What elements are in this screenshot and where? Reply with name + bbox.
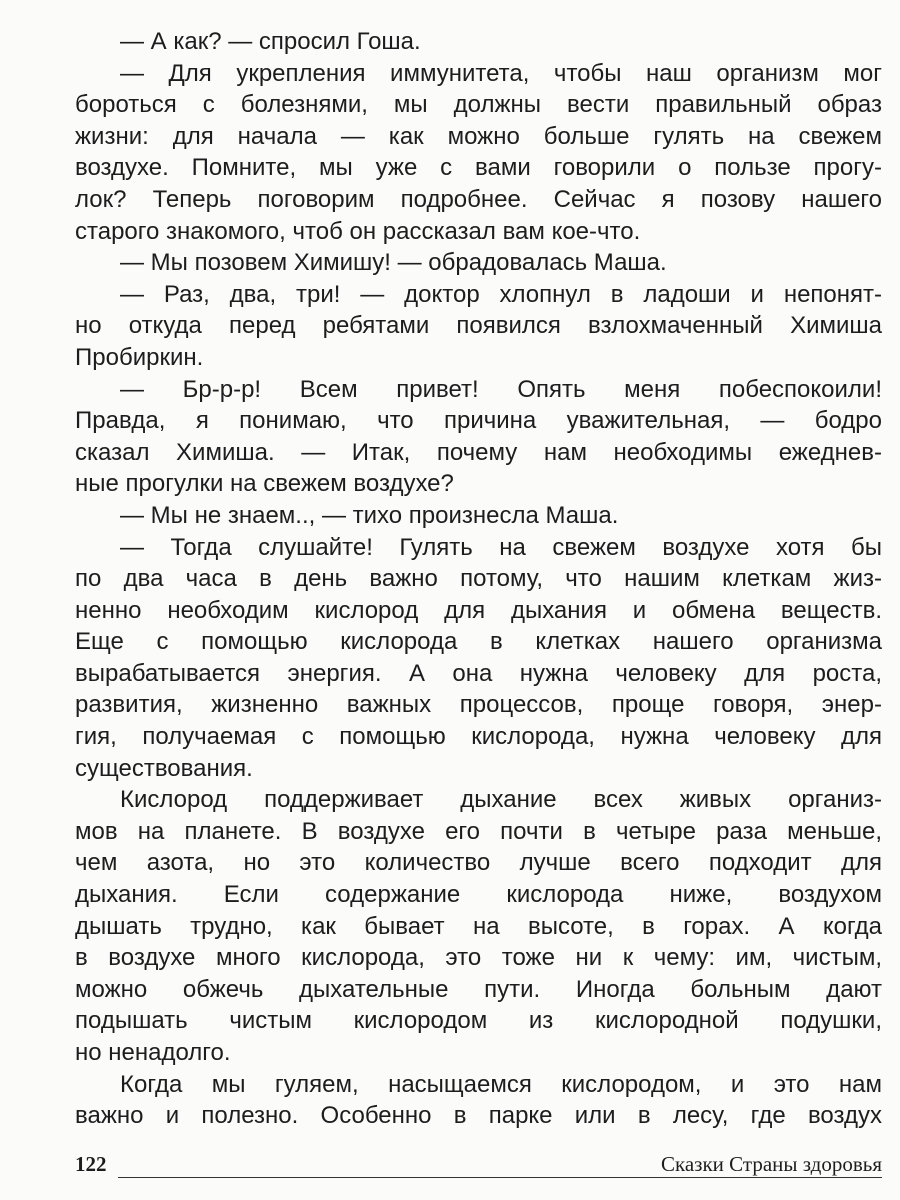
paragraph bbox=[75, 532, 882, 785]
text-line: Когда мы гуляем, насыщаемся кислородом, и это нам bbox=[120, 1070, 882, 1098]
text-line: старого знакомого, чтоб он рассказал вам кое-что. bbox=[75, 217, 641, 245]
page-number: 122 bbox=[75, 1152, 107, 1176]
text-line: Еще с помощью кислорода в клетках нашего организма bbox=[75, 628, 882, 656]
text-line: — Раз, два, три! — доктор хлопнул в ладоши и непонят- bbox=[120, 280, 882, 308]
text-line: воздухе. Помните, мы уже с вами говорили о пользе прогу- bbox=[75, 154, 882, 182]
text-line: в воздухе много кислорода, это тоже ни к чему: им, чистым, bbox=[75, 944, 882, 972]
footer-rule bbox=[118, 1177, 882, 1178]
page-footer bbox=[75, 1152, 882, 1182]
text-line: — Мы не знаем.., — тихо произнесла Маша. bbox=[120, 501, 619, 529]
text-line: Пробиркин. bbox=[75, 343, 204, 371]
text-line: — А как? — спросил Гоша. bbox=[120, 28, 421, 55]
text-line: существования. bbox=[75, 754, 253, 782]
text-line: по два часа в день важно потому, что нашим клеткам жиз- bbox=[75, 565, 882, 593]
paragraph bbox=[75, 1069, 882, 1132]
text-line: гия, получаемая с помощью кислорода, нужна человеку для bbox=[75, 723, 882, 751]
text-line: — Мы позовем Химишу! — обрадовалась Маша. bbox=[120, 249, 667, 277]
text-line: сказал Химиша. — Итак, почему нам необходимы ежеднев- bbox=[75, 438, 882, 466]
text-line: но ненадолго. bbox=[75, 1039, 231, 1066]
text-line: ные прогулки на свежем воздухе? bbox=[75, 470, 454, 498]
paragraph bbox=[75, 374, 882, 500]
text-line: Кислород поддерживает дыхание всех живых организ- bbox=[120, 786, 882, 814]
text-line: жизни: для начала — как можно больше гулять на свежем bbox=[75, 122, 882, 150]
paragraph bbox=[75, 500, 882, 532]
paragraph bbox=[75, 279, 882, 374]
text-line: вырабатывается энергия. А она нужна человеку для роста, bbox=[75, 659, 882, 687]
text-line: можно обжечь дыхательные пути. Иногда больным дают bbox=[75, 975, 882, 1003]
running-title: Сказки Страны здоровья bbox=[660, 1152, 882, 1176]
text-line: ненно необходим кислород для дыхания и обмена веществ. bbox=[75, 596, 882, 624]
text-line: — Бр-р-р! Всем привет! Опять меня побеспокоили! bbox=[120, 375, 882, 403]
text-line: бороться с болезнями, мы должны вести правильный образ bbox=[75, 91, 882, 119]
text-line: развития, жизненно важных процессов, проще говоря, энер- bbox=[75, 691, 882, 719]
text-line: но откуда перед ребятами появился взлохмаченный Химиша bbox=[75, 312, 882, 340]
text-line: мов на планете. В воздухе его почти в четыре раза меньше, bbox=[75, 817, 882, 845]
paragraph bbox=[75, 784, 882, 1068]
text-line: чем азота, но это количество лучше всего подходит для bbox=[75, 849, 882, 877]
text-line: дышать трудно, как бывает на высоте, в горах. А когда bbox=[75, 912, 882, 940]
paragraph bbox=[75, 247, 882, 279]
text-line: важно и полезно. Особенно в парке или в лесу, где воздух bbox=[75, 1102, 882, 1130]
text-line: — Для укрепления иммунитета, чтобы наш организм мог bbox=[120, 59, 882, 87]
paragraph bbox=[75, 26, 882, 58]
paragraph bbox=[75, 58, 882, 248]
text-line: дыхания. Если содержание кислорода ниже, воздухом bbox=[75, 881, 882, 909]
text-line: подышать чистым кислородом из кислородной подушки, bbox=[75, 1007, 882, 1035]
text-line: лок? Теперь поговорим подробнее. Сейчас я позову нашего bbox=[75, 185, 882, 213]
text-line: — Тогда слушайте! Гулять на свежем воздухе хотя бы bbox=[120, 533, 882, 561]
body-text bbox=[75, 26, 882, 1132]
text-line: Правда, я понимаю, что причина уважительная, — бодро bbox=[75, 407, 882, 435]
